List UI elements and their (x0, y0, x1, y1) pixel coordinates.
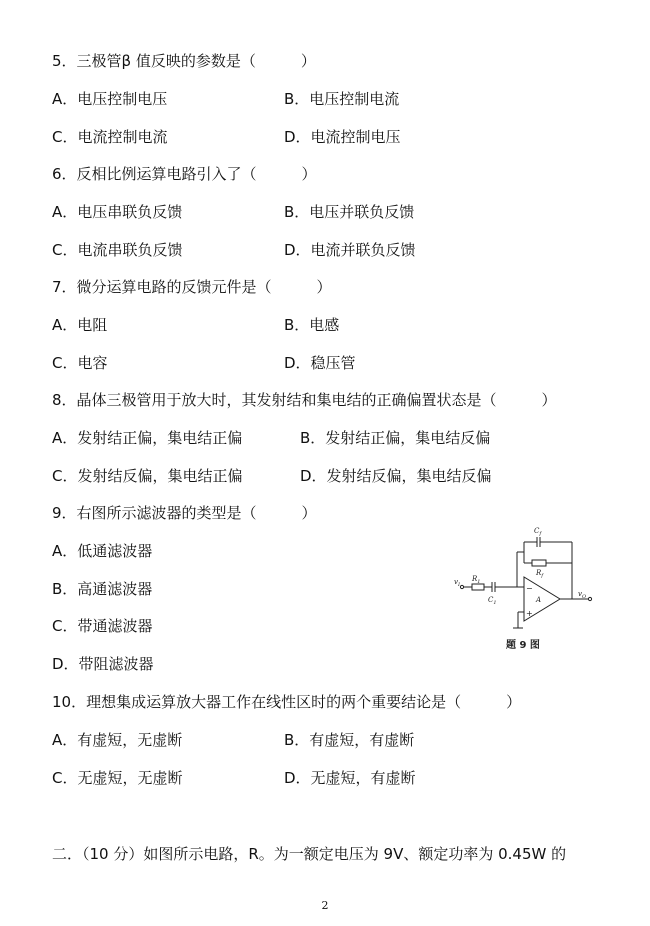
question-5-option-d: D．电流控制电压 (284, 128, 401, 146)
question-9-option-d: D．带阻滤波器 (52, 655, 154, 673)
question-5-option-c: C．电流控制电流 (52, 128, 168, 146)
question-6-option-a: A．电压串联负反馈 (52, 203, 183, 221)
question-9-option-b: B．高通滤波器 (52, 580, 153, 598)
plus-sign: + (526, 609, 533, 618)
filter-circuit-diagram (452, 520, 602, 655)
question-7-stem: 7．微分运算电路的反馈元件是（ ） (52, 278, 332, 296)
rf-label: R (536, 569, 542, 577)
question-8-option-c: C．发射结反偏，集电结正偏 (52, 467, 243, 485)
svg-text:Rf (535, 569, 544, 579)
question-5-option-a: A．电压控制电压 (52, 90, 168, 108)
question-8-stem: 8．晶体三极管用于放大时，其发射结和集电结的正确偏置状态是（ ） (52, 391, 557, 409)
question-10-option-b: B．有虚短，有虚断 (284, 731, 415, 749)
question-6-option-c: C．电流串联负反馈 (52, 241, 183, 259)
question-7-option-c: C．电容 (52, 354, 108, 372)
c1-label: C (488, 596, 494, 604)
question-6-option-b: B．电压并联负反馈 (284, 203, 415, 221)
question-10-option-a: A．有虚短，无虚断 (52, 731, 183, 749)
section-2-stem: 二．（10 分）如图所示电路，R。为一额定电压为 9V、额定功率为 0.45W 的 (52, 845, 567, 863)
cf-label: C (534, 527, 540, 535)
question-10-stem: 10．理想集成运算放大器工作在线性区时的两个重要结论是（ ） (52, 693, 522, 711)
question-5-option-b: B．电压控制电流 (284, 90, 400, 108)
question-7-option-a: A．电阻 (52, 316, 108, 334)
question-9-stem: 9．右图所示滤波器的类型是（ ） (52, 504, 317, 522)
question-9-option-a: A．低通滤波器 (52, 542, 153, 560)
question-8-option-a: A．发射结正偏，集电结正偏 (52, 429, 243, 447)
vo-label: v (578, 590, 582, 598)
c1-subscript: 1 (493, 600, 497, 606)
r1-subscript: 1 (477, 579, 481, 585)
amp-label: A (536, 596, 542, 604)
cf-subscript: f (539, 531, 542, 537)
question-10-option-d: D．无虚短，有虚断 (284, 769, 416, 787)
question-8-option-d: D．发射结反偏，集电结反偏 (300, 467, 492, 485)
figure-caption: 题 9 图 (506, 640, 540, 651)
vo-subscript: O (581, 594, 587, 600)
r1-label: R (472, 575, 478, 583)
question-6-stem: 6．反相比例运算电路引入了（ ） (52, 165, 317, 183)
minus-sign: − (526, 584, 533, 593)
page-number: 2 (321, 899, 329, 912)
question-8-option-b: B．发射结正偏，集电结反偏 (300, 429, 491, 447)
svg-text:C1 (488, 596, 497, 606)
question-9-option-c: C．带通滤波器 (52, 617, 153, 635)
rf-subscript: f (541, 573, 544, 579)
question-6-option-d: D．电流并联负反馈 (284, 241, 416, 259)
vi-subscript: I (457, 582, 460, 588)
svg-text:vI (454, 578, 461, 588)
question-7-option-b: B．电感 (284, 316, 340, 334)
question-7-option-d: D．稳压管 (284, 354, 356, 372)
question-5-stem: 5．三极管β 值反映的参数是（ ） (52, 52, 316, 70)
question-10-option-c: C．无虚短，无虚断 (52, 769, 183, 787)
svg-text:Cf (534, 527, 542, 537)
vi-label: v (454, 578, 458, 586)
